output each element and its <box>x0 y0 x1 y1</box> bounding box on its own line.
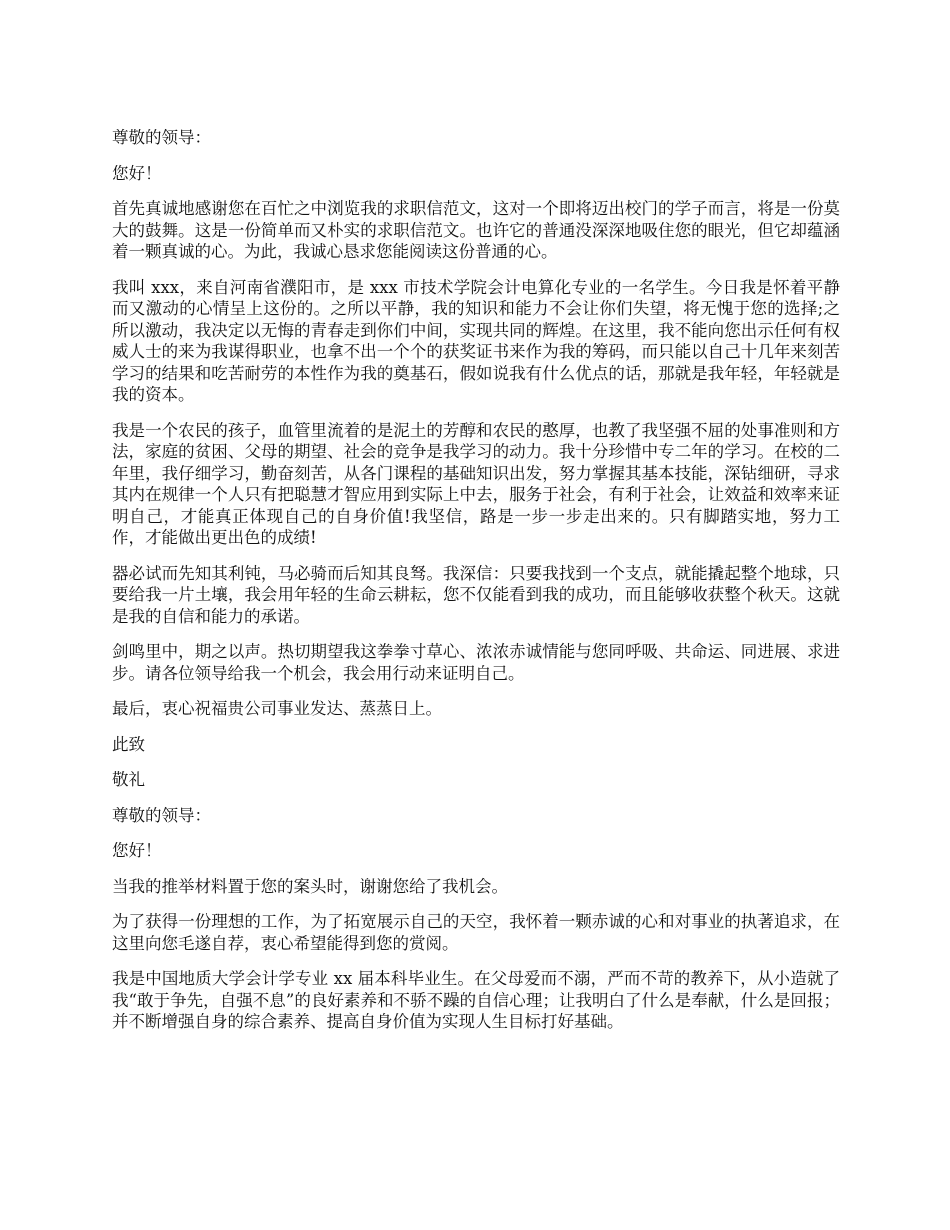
body-paragraph: 首先真诚地感谢您在百忙之中浏览我的求职信范文，这对一个即将迈出校门的学子而言，将是一份莫大的鼓舞。这是一份简单而又朴实的求职信范文。也许它的普通没深深地吸住您的眼光，但它却蕴涵着一颗真诚的心。为此，我诚心恳求您能阅读这份普通的心。 <box>112 199 840 261</box>
salutation: 尊敬的领导： <box>112 805 211 825</box>
body-paragraph: 我是一个农民的孩子，血管里流着的是泥土的芳醇和农民的憨厚，也教了我坚强不屈的处事准则和方法，家庭的贫困、父母的期望、社会的竞争是我学习的动力。我十分珍惜中专二年的学习。在校的二年里，我仔细学习，勤奋刻苦，从各门课程的基础知识出发，努力掌握其基本技能，深钻细研，寻求其内在规律一个人只有把聪慧才智应用到实际上中去，服务于社会，有利于社会，让效益和效率来证明自己，才能真正体现自己的自身价值!我坚信，路是一步一步走出来的。只有脚踏实地，努力工作，才能做出更出色的成绩! <box>112 420 840 547</box>
document-page <box>112 127 840 1047</box>
body-paragraph: 为了获得一份理想的工作，为了拓宽展示自己的天空，我怀着一颗赤诚的心和对事业的执著追求，在这里向您毛遂自荐，衷心希望能得到您的赏阅。 <box>112 912 840 953</box>
body-paragraph: 我是中国地质大学会计学专业 xx 届本科毕业生。在父母爱而不溺，严而不苛的教养下，从小造就了我“敢于争先，自强不息”的良好素养和不骄不躁的自信心理；让我明白了什么是奉献，什么是回报；并不断增强自身的综合素养、提高自身价值为实现人生目标打好基础。 <box>112 969 840 1031</box>
closing-wish: 最后，衷心祝福贵公司事业发达、蒸蒸日上。 <box>112 699 442 718</box>
closing-cizhi: 此致 <box>112 734 145 754</box>
body-paragraph: 当我的推举材料置于您的案头时，谢谢您给了我机会。 <box>112 876 508 896</box>
body-paragraph: 剑鸣里中，期之以声。热切期望我这拳拳寸草心、浓浓赤诚情能与您同呼吸、共命运、同进展、求进步。请各位领导给我一个机会，我会用行动来证明自己。 <box>112 642 840 683</box>
salutation: 尊敬的领导： <box>112 128 211 147</box>
closing-jingli: 敬礼 <box>112 770 145 789</box>
body-paragraph: 我叫 xxx，来自河南省濮阳市，是 xxx 市技术学院会计电算化专业的一名学生。今日我是怀着平静而又激动的心情呈上这份的。之所以平静，我的知识和能力不会让你们失望，将无愧于您的选择;之所以激动，我决定以无悔的青春走到你们中间，实现共同的辉煌。在这里，我不能向您出示任何有权威人士的来为我谋得职业，也拿不出一个个的获奖证书来作为我的筹码，而只能以自己十几年来刻苦学习的结果和吃苦耐劳的本性作为我的奠基石，假如说我有什么优点的话，那就是我年轻，年轻就是我的资本。 <box>112 277 840 404</box>
greeting: 您好！ <box>112 841 162 860</box>
greeting: 您好！ <box>112 163 162 183</box>
body-paragraph: 器必试而先知其利钝，马必骑而后知其良驽。我深信：只要我找到一个支点，就能撬起整个地球，只要给我一片土壤，我会用年轻的生命云耕耘，您不仅能看到我的成功，而且能够收获整个秋天。这就是我的自信和能力的承诺。 <box>112 563 840 626</box>
